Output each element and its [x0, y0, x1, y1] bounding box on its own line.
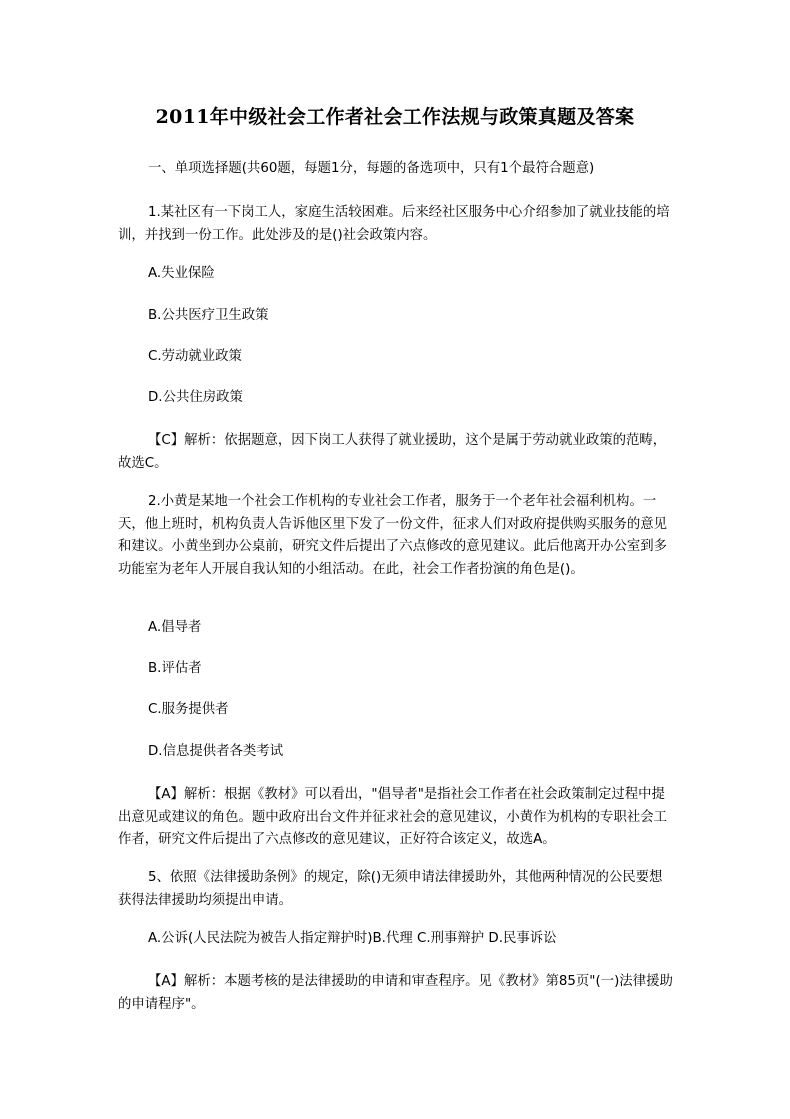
question-1-option-c: C.劳动就业政策 — [148, 349, 242, 364]
question-2-option-a: A.倡导者 — [148, 620, 202, 635]
question-1-option-a: A.失业保险 — [148, 266, 215, 281]
question-1-analysis: 【C】解析：依据题意，因下岗工人获得了就业援助，这个是属于劳动就业政策的范畴，故选C。 — [118, 433, 667, 471]
question-1-option-d: D.公共住房政策 — [148, 390, 243, 405]
question-2-option-b: B.评估者 — [148, 661, 202, 676]
question-2-option-d: D.信息提供者各类考试 — [148, 744, 284, 759]
question-2-analysis: 【A】解析：根据《教材》可以看出，"倡导者"是指社会工作者在社会政策制定过程中提出意见或建议的角色。题中政府出台文件并征求社会的意见建议，小黄作为机构的专职社会工作者，研究文件后提出了六点修改的意见建议，正好符合该定义，故选A。 — [118, 787, 668, 847]
question-2-option-c: C.服务提供者 — [148, 702, 229, 717]
question-5-analysis: 【A】解析：本题考核的是法律援助的申请和审查程序。见《教材》第85页"(一)法律援助的申请程序"。 — [118, 974, 673, 1012]
document-title: 2011年中级社会工作者社会工作法规与政策真题及答案 — [155, 106, 635, 128]
question-1-option-b: B.公共医疗卫生政策 — [148, 308, 269, 323]
question-5-stem: 5、依照《法律援助条例》的规定，除()无须申请法律援助外，其他两种情况的公民要想获得法律援助均须提出申请。 — [118, 870, 663, 908]
section-heading: 一、单项选择题(共60题，每题1分，每题的备选项中，只有1个最符合题意) — [148, 161, 595, 176]
question-1-stem: 1.某社区有一下岗工人，家庭生活较困难。后来经社区服务中心介绍参加了就业技能的培训，并找到一份工作。此处涉及的是()社会政策内容。 — [118, 205, 670, 243]
question-2-stem: 2.小黄是某地一个社会工作机构的专业社会工作者，服务于一个老年社会福利机构。一天，他上班时，机构负责人告诉他区里下发了一份文件，征求人们对政府提供购买服务的意见和建议。小黄坐到办公桌前，研究文件后提出了六点修改的意见建议。此后他离开办公室到多功能室为老年人开展自我认知的小组活动。在此，社会工作者扮演的角色是()。 — [118, 494, 668, 577]
question-5-options: A.公诉(人民法院为被告人指定辩护时)B.代理 C.刑事辩护 D.民事诉讼 — [148, 931, 557, 946]
